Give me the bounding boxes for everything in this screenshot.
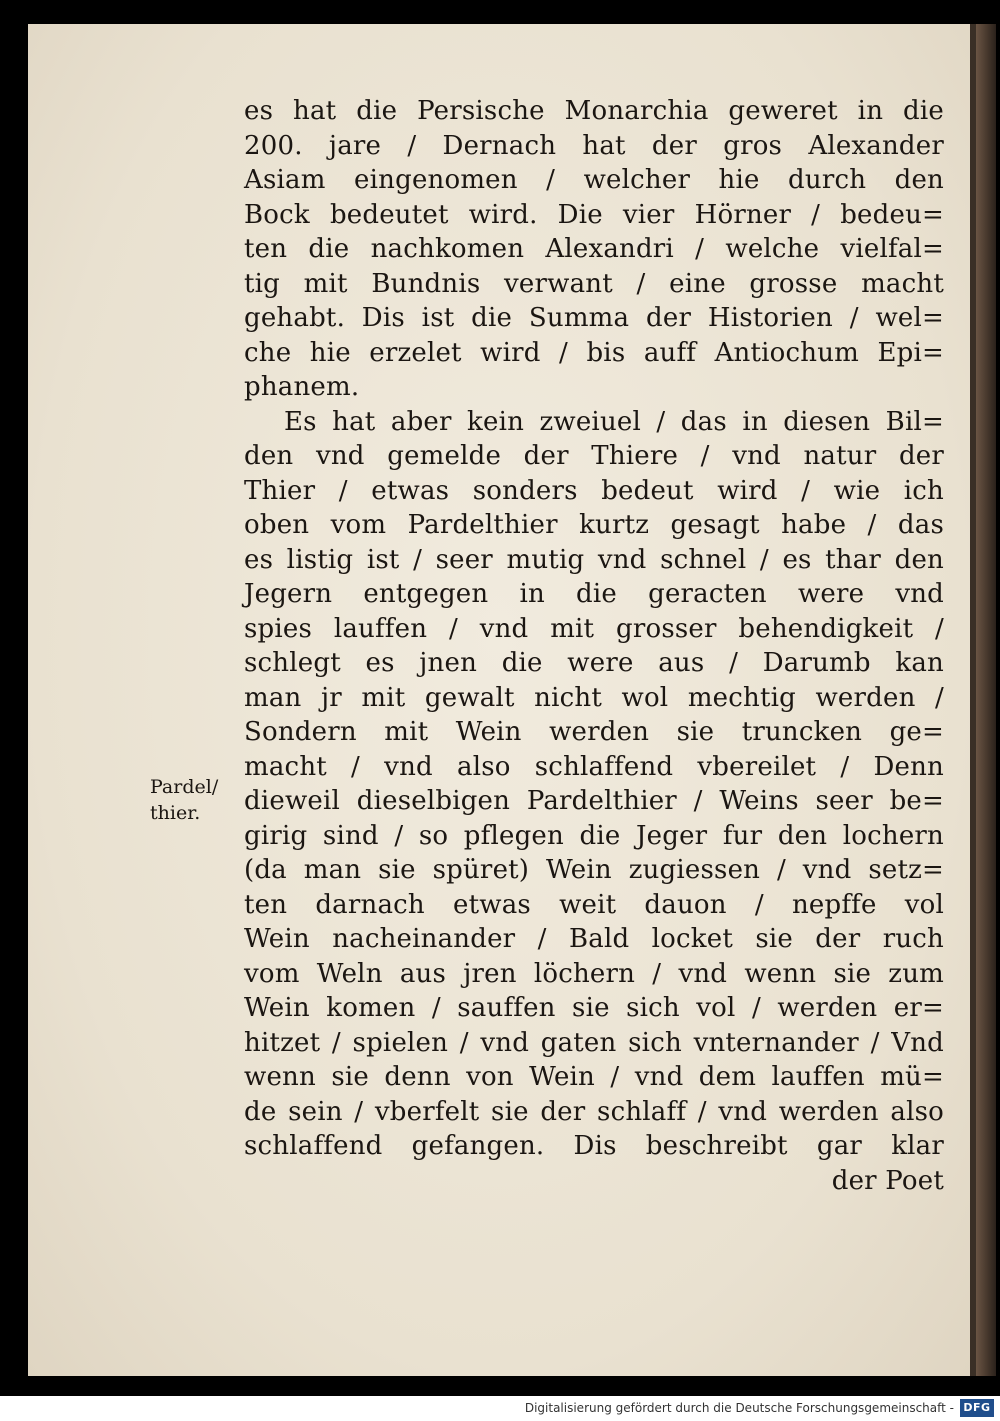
text-line: 200. jare / Dernach hat der gros Alexander	[244, 130, 944, 161]
dfg-logo: DFG	[960, 1399, 994, 1417]
footer-bar	[0, 1396, 1000, 1421]
text-line: schlaffend gefangen. Dis beschreibt gar klar	[244, 1131, 944, 1161]
text-line: de sein / vberfelt sie der schlaff / vnd werden also	[244, 1096, 944, 1127]
margin-note-line: thier.	[150, 802, 201, 824]
text-line: es hat die Persische Monarchia geweret in die	[244, 96, 944, 126]
text-line: che hie erzelet wird / bis auff Antiochum Epi=	[244, 337, 944, 368]
text-line: (da man sie spüret) Wein zugiessen / vnd setz=	[244, 855, 944, 885]
text-line: tig mit Bundnis verwant / eine grosse macht	[244, 268, 944, 299]
book-page	[28, 24, 976, 1376]
digitization-credit: Digitalisierung gefördert durch die Deutsche Forschungsgemeinschaft -	[524, 1401, 954, 1415]
text-line: macht / vnd also schlaffend vbereilet / Denn	[244, 751, 944, 782]
book-edge	[976, 24, 996, 1376]
text-line: girig sind / so pflegen die Jeger fur den lochern	[244, 820, 944, 851]
text-line: den vnd gemelde der Thiere / vnd natur der	[244, 441, 944, 471]
text-line: spies lauffen / vnd mit grosser behendigkeit /	[244, 613, 944, 644]
text-line: phanem.	[244, 372, 360, 402]
text-line: gehabt. Dis ist die Summa der Historien / wel=	[244, 303, 944, 333]
text-line: schlegt es jnen die were aus / Darumb kan	[244, 648, 944, 678]
text-line: dieweil dieselbigen Pardelthier / Weins seer be=	[244, 786, 944, 816]
text-line: Wein nacheinander / Bald locket sie der ruch	[244, 924, 944, 954]
margin-note	[150, 774, 240, 826]
text-line: oben vom Pardelthier kurtz gesagt habe / das	[244, 510, 944, 540]
text-line: man jr mit gewalt nicht wol mechtig werden /	[244, 682, 944, 713]
catchword: der Poet	[831, 1165, 944, 1196]
text-line: wenn sie denn von Wein / vnd dem lauffen mü=	[244, 1062, 944, 1092]
text-line: es listig ist / seer mutig vnd schnel / es thar den	[244, 544, 944, 575]
text-line: Jegern entgegen in die geracten were vnd	[244, 579, 944, 609]
text-line: ten die nachkomen Alexandri / welche vielfal=	[244, 234, 944, 264]
text-line: Sondern mit Wein werden sie truncken ge=	[244, 717, 944, 747]
text-line: vom Weln aus jren löchern / vnd wenn sie zum	[244, 958, 944, 989]
page-text-block	[244, 94, 944, 1198]
text-line: Bock bedeutet wird. Die vier Hörner / bedeu=	[244, 199, 944, 230]
text-line: hitzet / spielen / vnd gaten sich vnternander / Vnd	[244, 1027, 944, 1058]
text-line: Asiam eingenomen / welcher hie durch den	[244, 165, 944, 195]
text-line: ten darnach etwas weit dauon / nepffe vol	[244, 889, 944, 920]
text-line: Thier / etwas sonders bedeut wird / wie ich	[244, 475, 944, 506]
text-line: Es hat aber kein zweiuel / das in diesen Bil=	[284, 406, 944, 437]
text-line: Wein komen / sauffen sie sich vol / werden er=	[244, 993, 944, 1023]
margin-note-line: Pardel/	[150, 776, 219, 798]
